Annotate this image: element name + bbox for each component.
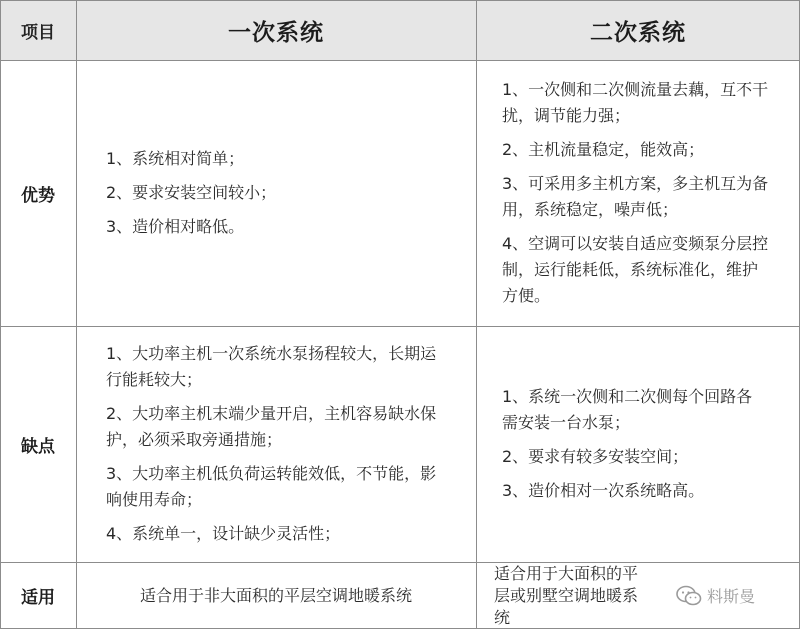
advantages-primary-cell: [76, 60, 476, 326]
watermark: [676, 584, 755, 607]
header-cell-item: [0, 0, 76, 60]
watermark-text: 料斯曼: [707, 587, 756, 606]
disadvantages-primary-cell: [76, 326, 476, 562]
list-item: 1、系统一次侧和二次侧每个回路各需安装一台水泵；: [502, 387, 753, 432]
list-item: 3、造价相对一次系统略高。: [502, 481, 705, 500]
grid-line: [476, 0, 477, 629]
grid-line: [0, 562, 800, 563]
header-cell-secondary: [476, 0, 800, 60]
grid-line: [0, 0, 800, 1]
grid-line: [0, 0, 1, 629]
list-item: 2、要求有较多安装空间；: [502, 447, 689, 466]
wechat-icon: [676, 585, 702, 607]
list-item: 4、空调可以安装自适应变频泵分层控制，运行能耗低，系统标准化，维护方便。: [502, 234, 769, 305]
row-label-usage: [0, 562, 76, 629]
list-item: 3、可采用多主机方案，多主机互为备用，系统稳定，噪声低；: [502, 174, 769, 219]
advantages-secondary-cell: [476, 60, 800, 326]
list-item: 3、造价相对略低。: [106, 217, 245, 236]
list-item: 2、要求安装空间较小；: [106, 183, 277, 202]
usage-primary-text: 适合用于非大面积的平层空调地暖系统: [139, 585, 412, 605]
list-item: 4、系统单一，设计缺少灵活性；: [106, 524, 341, 543]
disadvantages-secondary-cell: [476, 326, 800, 562]
list-item: 1、大功率主机一次系统水泵扬程较大，长期运行能耗较大；: [106, 344, 437, 389]
list-item: 1、系统相对简单；: [106, 149, 245, 168]
header-cell-primary: [76, 0, 476, 60]
row-label-advantages: [0, 60, 76, 326]
disadvantages-label: 缺点: [21, 436, 55, 457]
usage-primary-cell: [76, 562, 476, 629]
list-item: 2、大功率主机末端少量开启，主机容易缺水保护，必须采取旁通措施；: [106, 404, 437, 449]
grid-line: [0, 326, 800, 327]
header-item-label: 项目: [21, 22, 55, 43]
list-item: 1、一次侧和二次侧流量去藕，互不干扰，调节能力强；: [502, 80, 769, 125]
advantages-label: 优势: [21, 185, 55, 206]
row-label-disadvantages: [0, 326, 76, 562]
header-primary-label: 一次系统: [228, 19, 324, 46]
usage-label: 适用: [21, 588, 55, 608]
grid-line: [0, 60, 800, 61]
list-item: 2、主机流量稳定，能效高；: [502, 140, 705, 159]
grid-line: [76, 0, 77, 629]
list-item: 3、大功率主机低负荷运转能效低，不节能，影响使用寿命；: [106, 464, 437, 509]
usage-secondary-text: 适合用于大面积的平层或别墅空调地暖系统: [494, 563, 639, 627]
header-secondary-label: 二次系统: [590, 19, 686, 46]
